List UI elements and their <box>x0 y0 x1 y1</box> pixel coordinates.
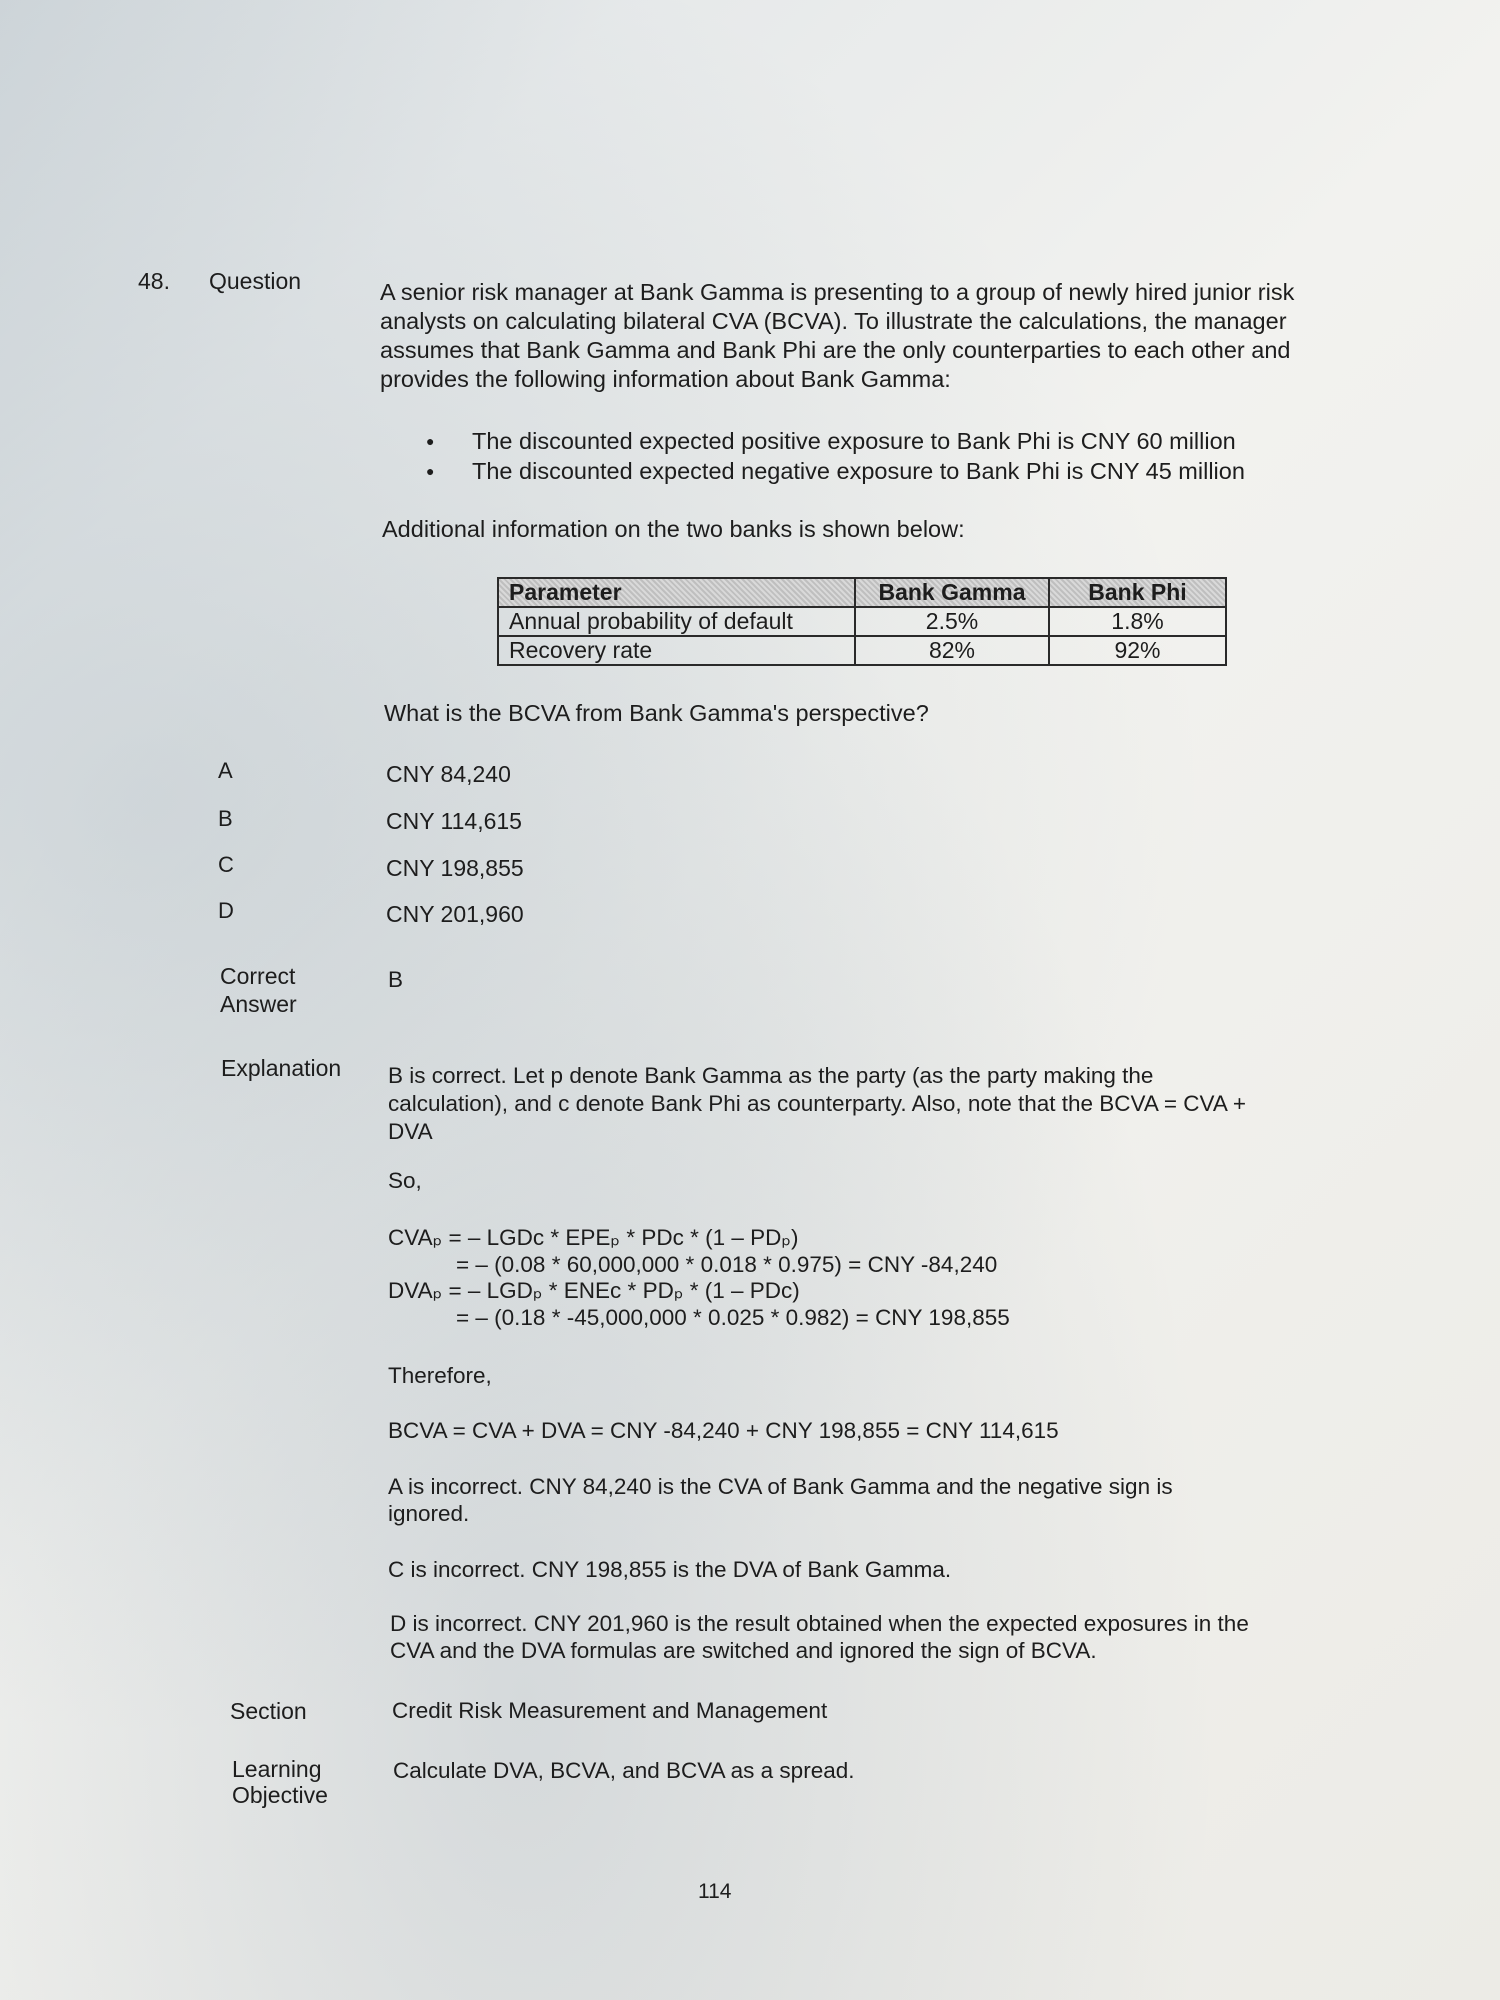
option-text: CNY 84,240 <box>386 761 511 787</box>
dva-formula: DVAₚ = – LGDₚ * ENEc * PDₚ * (1 – PDc) <box>388 1278 800 1303</box>
option-letter: C <box>218 852 234 877</box>
cva-formula: CVAₚ = – LGDc * EPEₚ * PDc * (1 – PDₚ) <box>388 1225 799 1250</box>
option-text: CNY 201,960 <box>386 901 524 927</box>
dva-calculation: = – (0.18 * -45,000,000 * 0.025 * 0.982) = CNY 198,855 <box>456 1305 1010 1330</box>
correct-answer-label-line: Correct <box>220 963 296 989</box>
option-a-explanation: A is incorrect. CNY 84,240 is the CVA of Bank Gamma and the negative sign is ignored. <box>388 1474 1173 1526</box>
table-cell: Annual probability of default <box>498 607 855 636</box>
option-d-explanation: D is incorrect. CNY 201,960 is the result obtained when the expected exposures in the CVA and the DVA formulas are switched and ignored the sign of BCVA. <box>390 1611 1249 1663</box>
cva-calculation: = – (0.08 * 60,000,000 * 0.018 * 0.975) = CNY -84,240 <box>456 1252 998 1277</box>
section-value: Credit Risk Measurement and Management <box>392 1698 828 1723</box>
table-row <box>498 636 1226 665</box>
table-header: Bank Phi <box>1049 578 1226 607</box>
option-text: CNY 198,855 <box>386 855 524 881</box>
option-text: CNY 114,615 <box>386 808 522 834</box>
table-cell: 92% <box>1049 636 1226 665</box>
correct-answer-label-line: Answer <box>220 991 297 1017</box>
so-text: So, <box>388 1168 422 1193</box>
table-header-row <box>498 578 1226 607</box>
explanation-label: Explanation <box>221 1055 342 1081</box>
section-label: Section <box>230 1698 307 1724</box>
explanation-intro: B is correct. Let p denote Bank Gamma as the party (as the party making the calculation), and c denote Bank Phi as counterparty. Also, note that the BCVA = CVA + DVA <box>388 1063 1247 1144</box>
option-letter: A <box>218 758 233 783</box>
bullet-item: ● The discounted expected negative exposure to Bank Phi is CNY 45 million <box>420 456 1320 486</box>
question-label: Question <box>209 268 302 294</box>
correct-answer: B <box>388 967 404 992</box>
parameter-table <box>497 577 1227 666</box>
option-c-explanation: C is incorrect. CNY 198,855 is the DVA of Bank Gamma. <box>388 1557 952 1582</box>
learning-objective-value: Calculate DVA, BCVA, and BCVA as a spread. <box>393 1758 855 1783</box>
table-cell: Recovery rate <box>498 636 855 665</box>
correct-answer-label <box>220 962 297 1018</box>
learning-objective-label <box>232 1756 328 1808</box>
table-row <box>498 607 1226 636</box>
question-text: A senior risk manager at Bank Gamma is presenting to a group of newly hired junior risk analysts on calculating bilateral CVA (BCVA). To illustrate the calculations, the manager assumes that Bank Gamma and Bank Phi are the only counterparties to each other and provides the following information about Bank Gamma: <box>380 279 1295 392</box>
table-header: Bank Gamma <box>855 578 1049 607</box>
table-cell: 2.5% <box>855 607 1049 636</box>
option-letter: B <box>218 806 233 831</box>
additional-info: Additional information on the two banks is shown below: <box>382 516 965 542</box>
learning-objective-label-line: Objective <box>232 1782 328 1808</box>
learning-objective-label-line: Learning <box>232 1756 322 1782</box>
table-header: Parameter <box>498 578 855 607</box>
therefore-text: Therefore, <box>388 1363 492 1388</box>
table-cell: 82% <box>855 636 1049 665</box>
exposure-bullets <box>420 426 1320 486</box>
table-cell: 1.8% <box>1049 607 1226 636</box>
bcva-result: BCVA = CVA + DVA = CNY -84,240 + CNY 198,855 = CNY 114,615 <box>388 1418 1059 1443</box>
option-letter: D <box>218 898 234 923</box>
question-prompt: What is the BCVA from Bank Gamma's perspective? <box>384 700 929 726</box>
bullet-item: ● The discounted expected positive exposure to Bank Phi is CNY 60 million <box>420 426 1320 456</box>
page-number: 114 <box>698 1880 732 1903</box>
question-number: 48. <box>138 268 170 294</box>
